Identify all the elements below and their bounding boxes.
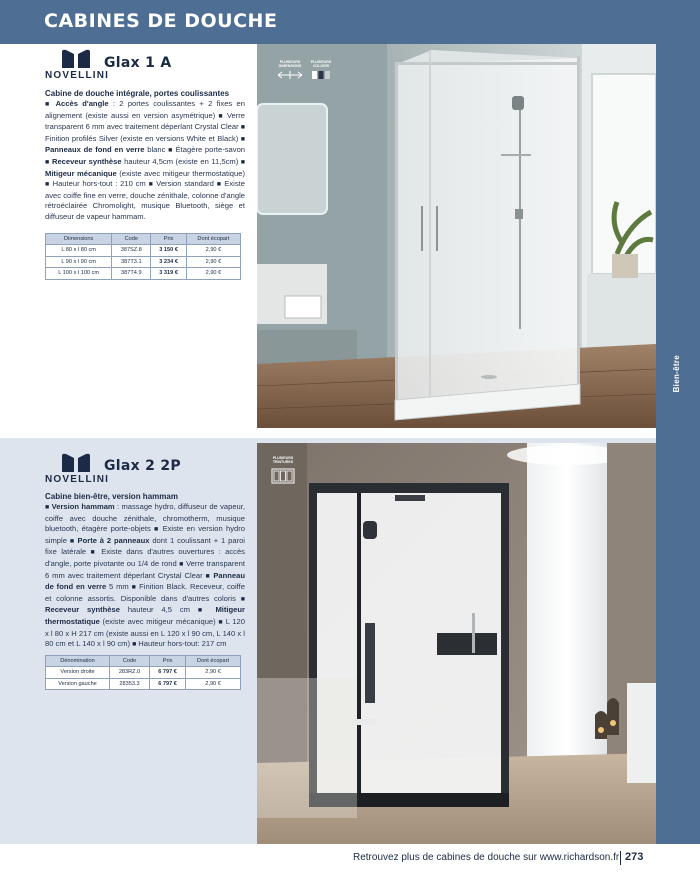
description-bold: Version hammam xyxy=(51,502,115,511)
product-description xyxy=(45,502,245,651)
table-row xyxy=(46,256,241,268)
novellini-logo-icon xyxy=(60,452,94,474)
description-text: Verre transparent 6 mm avec traitement déperlant Crystal Clear xyxy=(45,558,245,580)
description-text: dont 1 coulissant + 1 paroi fixe latérale xyxy=(45,535,245,557)
bullet-square-icon: ■ xyxy=(240,135,245,143)
description-text: Verre transparent 6 mm avec traitement déperlant Crystal Clear xyxy=(45,110,245,132)
table-cell: 387SZ.8 xyxy=(112,245,151,257)
table-cell-price: 6 797 € xyxy=(150,678,186,690)
bullet-square-icon: ■ xyxy=(45,158,52,166)
description-bold: Mitigeur mécanique xyxy=(45,168,117,178)
description-text: (existe avec mitigeur thermostatique) xyxy=(116,168,245,178)
description-text: (existe avec mitigeur mécanique) xyxy=(99,616,219,626)
table-cell: 2,90 € xyxy=(186,245,240,257)
bullet-square-icon: ■ xyxy=(69,537,78,545)
description-text: hauteur 4,5 cm xyxy=(119,605,198,615)
page-number: 273 xyxy=(625,851,644,863)
price-table xyxy=(45,233,241,280)
page-title: CABINES DE DOUCHE xyxy=(44,10,278,32)
description-text: Hauteur hors-tout: 217 cm xyxy=(138,639,227,649)
table-header: Dont écopart xyxy=(186,656,241,667)
bullet-square-icon: ■ xyxy=(132,641,139,649)
table-header: Prix xyxy=(150,656,186,667)
bullet-square-icon: ■ xyxy=(45,101,56,108)
badge-label: PLUSIEURS DIMENSIONS xyxy=(278,60,302,69)
table-header: Code xyxy=(112,234,151,245)
description-text: Existe avec coiffe fine en verre, douche zénithale, colonne d'angle rétroéclairée Chromolight, musique Bluetooth, siège et diffuseur de vapeur hammam. xyxy=(45,179,245,221)
bullet-square-icon: ■ xyxy=(218,618,226,626)
table-header: Dont écopart xyxy=(186,234,240,245)
bullet-square-icon: ■ xyxy=(179,560,186,568)
table-header: Code xyxy=(110,656,150,667)
product-subtitle: Cabine de douche intégrale, portes coulissantes xyxy=(45,89,230,98)
bullet-square-icon: ■ xyxy=(205,572,214,580)
table-cell-price: 3 319 € xyxy=(151,268,187,280)
table-cell: Version droite xyxy=(46,667,110,679)
bullet-square-icon: ■ xyxy=(240,595,245,603)
table-cell-price: 6 797 € xyxy=(150,667,186,679)
bullet-square-icon: ■ xyxy=(131,584,140,592)
bullet-square-icon: ■ xyxy=(154,526,163,534)
table-row xyxy=(46,245,241,257)
table-cell: 387T3.1 xyxy=(112,256,151,268)
brand-name: NOVELLINI xyxy=(45,474,110,485)
bullet-square-icon: ■ xyxy=(168,147,176,155)
table-row xyxy=(46,678,241,690)
bullet-square-icon: ■ xyxy=(90,549,102,557)
bullet-square-icon: ■ xyxy=(240,158,245,166)
table-cell: L 90 x l 90 cm xyxy=(46,256,112,268)
table-cell: 387T4.9 xyxy=(112,268,151,280)
badge-label: PLUSIEURS COLORIS xyxy=(310,60,332,69)
table-cell: L 100 x l 100 cm xyxy=(46,268,112,280)
description-bold: Accès d'angle xyxy=(55,99,109,108)
multiple-tints-icon xyxy=(269,456,297,488)
description-text: Finition profilés Silver (existe en versions White et Black) xyxy=(45,133,241,143)
product-name: Glax 1 A xyxy=(104,55,172,71)
table-cell: 28353.3 xyxy=(110,678,150,690)
description-text: Hauteur hors-tout : 210 cm xyxy=(52,179,149,189)
product-name: Glax 2 2P xyxy=(104,458,181,474)
price-table xyxy=(45,655,241,690)
description-text: Version standard xyxy=(156,179,217,189)
bullet-square-icon: ■ xyxy=(216,181,225,189)
description-text: hauteur 4,5cm (existe en 11,5cm) xyxy=(121,156,241,166)
badge-label: PLUSIEURS TEINTURES xyxy=(272,456,294,465)
table-cell: L 80 x l 80 cm xyxy=(46,245,112,257)
brand-name: NOVELLINI xyxy=(45,70,110,81)
table-cell: 283RZ.0 xyxy=(110,667,150,679)
table-cell-price: 3 234 € xyxy=(151,256,187,268)
table-header: Dénomination xyxy=(46,656,110,667)
footer-separator xyxy=(620,851,621,865)
product-subtitle: Cabine bien-être, version hammam xyxy=(45,492,178,501)
product-photo-glax-1a xyxy=(257,44,656,428)
description-text: L 120 x l 80 x H 217 cm (existe aussi en L 120 x l 90 cm, L 140 x l 80 cm et L 140 x l 90 cm) xyxy=(45,616,245,649)
description-text: blanc xyxy=(144,145,169,155)
bullet-square-icon: ■ xyxy=(45,181,53,189)
product-photo-glax-2-2p xyxy=(257,443,656,844)
table-row xyxy=(46,667,241,679)
table-cell: 2,90 € xyxy=(186,678,241,690)
description-bold: Receveur synthèse xyxy=(51,156,122,166)
table-cell: 2,90 € xyxy=(186,268,240,280)
novellini-logo-icon xyxy=(60,48,94,70)
side-tab-label: Bien-être xyxy=(672,355,681,393)
description-text: Existe en version hydro simple xyxy=(45,524,245,545)
description-text: Étagère porte-savon xyxy=(175,145,246,155)
description-bold: Panneau de fond en verre xyxy=(45,570,245,592)
table-cell: 2,90 € xyxy=(186,667,241,679)
bullet-square-icon: ■ xyxy=(240,124,245,132)
description-text: : massage hydro, diffuseur de vapeur, coiffe avec douche zénithale, chromotherm, musique bluetooth, étagère porte-objets xyxy=(45,502,245,534)
bullet-square-icon: ■ xyxy=(197,607,216,615)
table-header: Prix xyxy=(151,234,187,245)
bullet-square-icon: ■ xyxy=(45,504,52,511)
description-text: Existe dans d'autres ouvertures : accès d'angle, porte pivotante ou 1/4 de rond xyxy=(45,547,245,568)
table-cell: 2,90 € xyxy=(186,256,240,268)
bullet-square-icon: ■ xyxy=(148,181,157,189)
bullet-square-icon: ■ xyxy=(218,112,227,120)
footer-text: Retrouvez plus de cabines de douche sur www.richardson.fr xyxy=(353,852,620,863)
multiple-colors-icon xyxy=(304,60,338,82)
side-tab xyxy=(656,44,700,844)
description-bold: Mitigeur thermostatique xyxy=(45,605,245,626)
description-bold: Panneaux de fond en verre xyxy=(45,145,145,155)
table-header: Dimensions xyxy=(46,234,112,245)
table-cell: Version gauche xyxy=(46,678,110,690)
description-bold: Receveur synthèse xyxy=(45,605,120,615)
product-description xyxy=(45,99,245,223)
description-bold: Porte à 2 panneaux xyxy=(77,535,150,545)
table-cell-price: 3 150 € xyxy=(151,245,187,257)
description-text: Finition Black. Receveur, coiffe et colonne assortis. Disponible dans d'autres coloris xyxy=(45,582,245,603)
table-row xyxy=(46,268,241,280)
description-text: : 2 portes coulissantes + 2 fixes en alignement (existe aussi en version asymétrique) xyxy=(45,99,245,120)
description-text: 5 mm xyxy=(106,582,132,592)
